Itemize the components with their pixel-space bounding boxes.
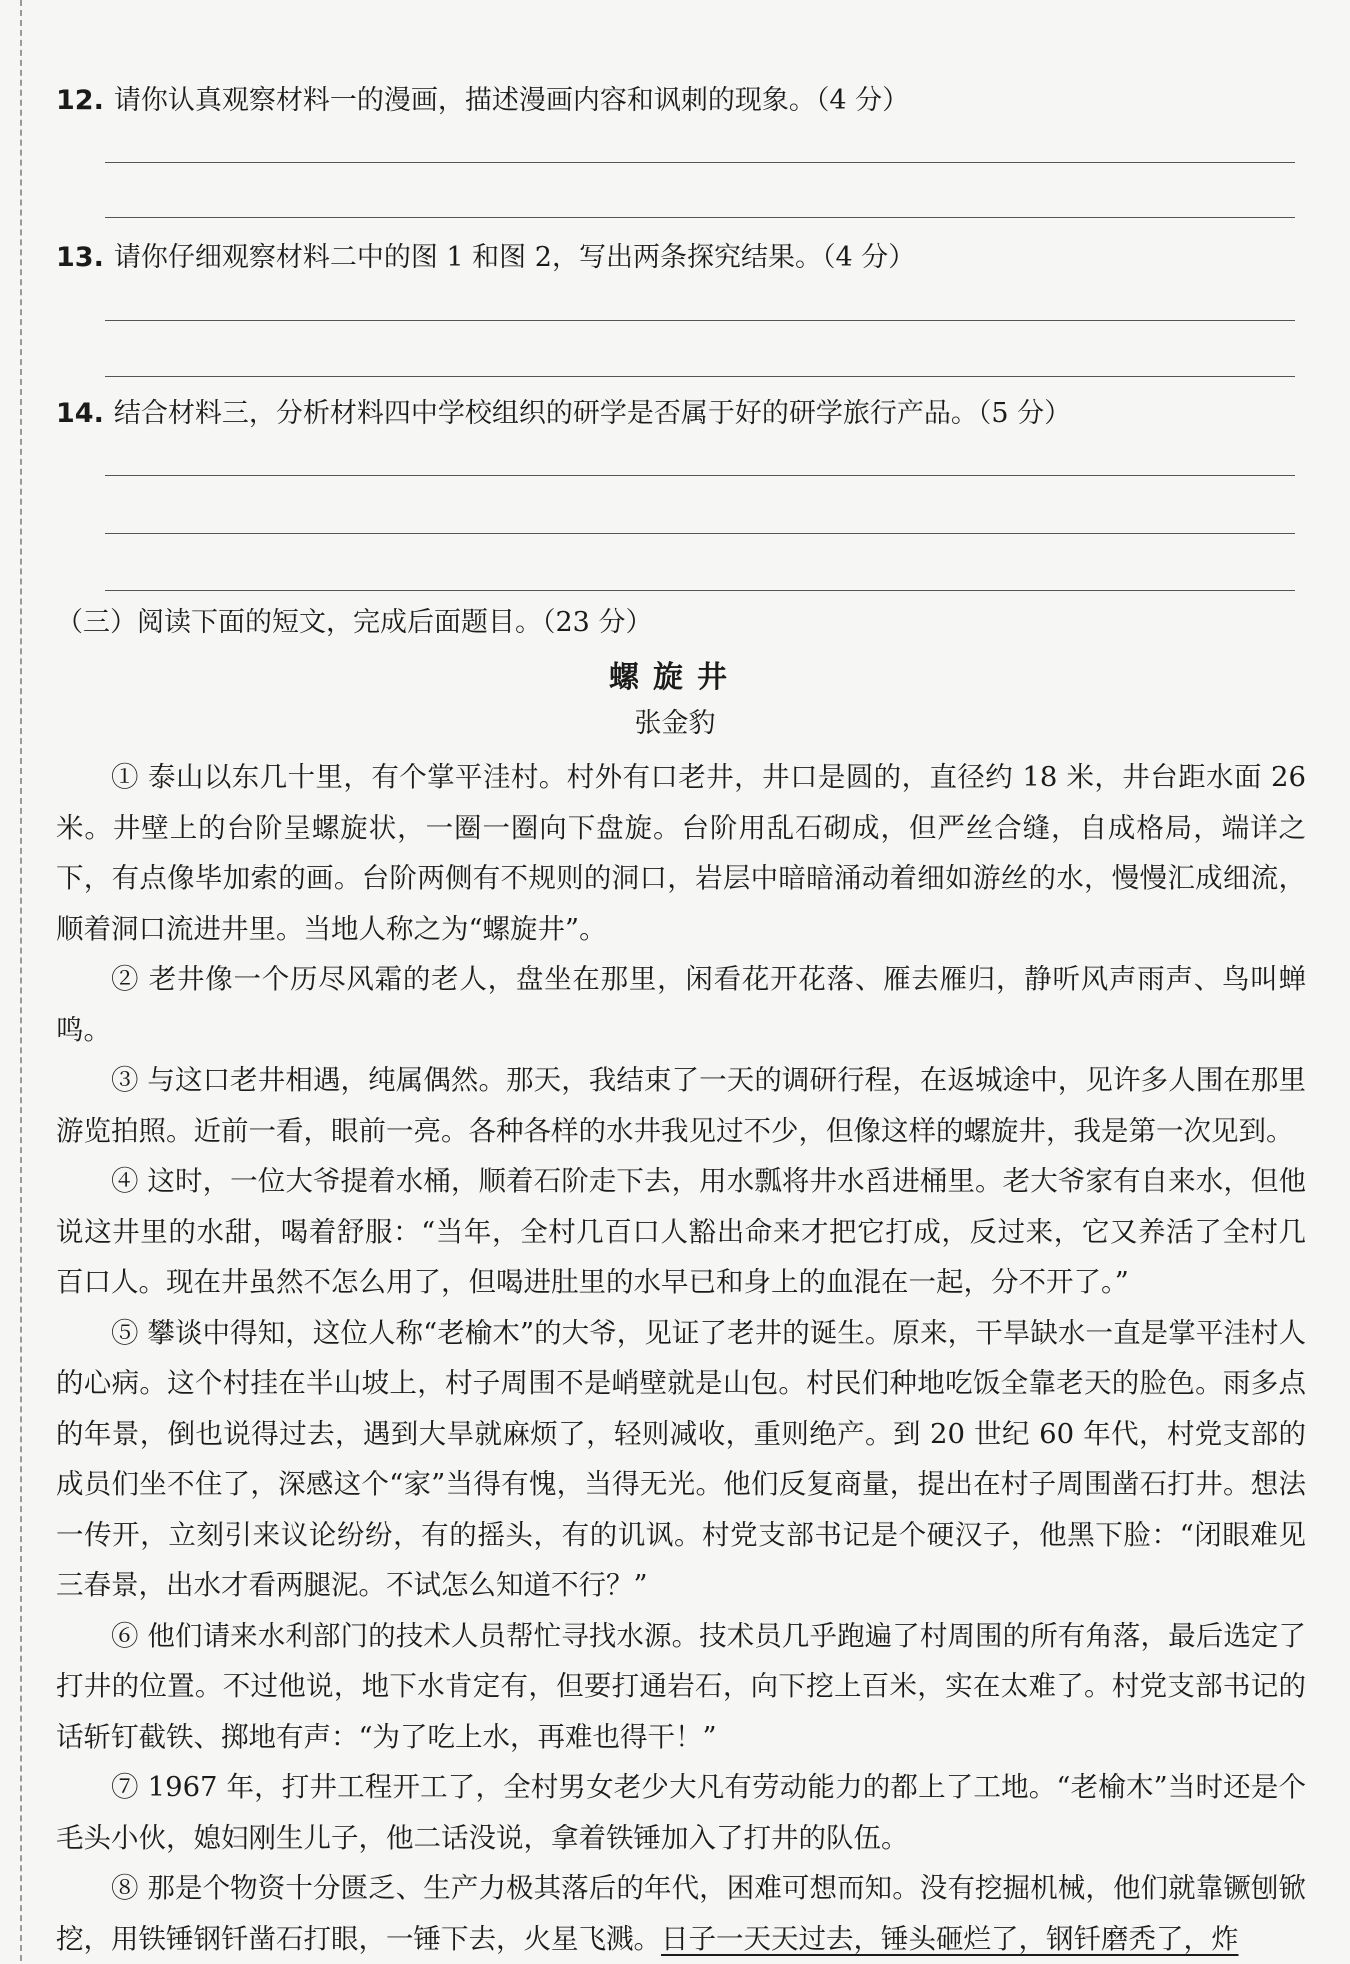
question-number: 12. bbox=[56, 85, 104, 116]
question-text: 结合材料三，分析材料四中学校组织的研学是否属于好的研学旅行产品。（5 分） bbox=[113, 398, 1072, 429]
paragraph-2: ② 老井像一个历尽风霜的老人，盘坐在那里，闲看花开花落、雁去雁归，静听风声雨声、鸟叫蝉鸣。 bbox=[56, 963, 1306, 1046]
question-text: 请你仔细观察材料二中的图 1 和图 2，写出两条探究结果。（4 分） bbox=[113, 242, 916, 273]
question-text: 请你认真观察材料一的漫画，描述漫画内容和讽刺的现象。（4 分） bbox=[113, 85, 910, 116]
question-number: 14. bbox=[56, 398, 104, 429]
answer-line[interactable] bbox=[105, 475, 1295, 476]
question-12 bbox=[56, 83, 909, 119]
answer-line[interactable] bbox=[105, 217, 1295, 218]
paragraph-6: ⑥ 他们请来水利部门的技术人员帮忙寻找水源。技术员几乎跑遍了村周围的所有角落，最后选定了打井的位置。不过他说，地下水肯定有，但要打通岩石，向下挖上百米，实在太难了。村党支部书记的话斩钉截铁、掷地有声：“为了吃上水，再难也得干！” bbox=[56, 1619, 1306, 1753]
answer-line[interactable] bbox=[105, 590, 1295, 591]
paragraph-3: ③ 与这口老井相遇，纯属偶然。那天，我结束了一天的调研行程，在返城途中，见许多人围在那里游览拍照。近前一看，眼前一亮。各种各样的水井我见过不少，但像这样的螺旋井，我是第一次见到。 bbox=[56, 1064, 1306, 1147]
paragraph-8-text: ⑧ 那是个物资十分匮乏、生产力极其落后的年代，困难可想而知。没有挖掘机械，他们就靠镢刨锨挖，用铁锤钢钎凿石打眼，一锤下去，火星飞溅。 bbox=[56, 1872, 1306, 1955]
paragraph-5: ⑤ 攀谈中得知，这位人称“老榆木”的大爷，见证了老井的诞生。原来，干旱缺水一直是掌平洼村人的心病。这个村挂在半山坡上，村子周围不是峭壁就是山包。村民们种地吃饭全靠老天的脸色。雨多点的年景，倒也说得过去，遇到大旱就麻烦了，轻则减收，重则绝产。到 20 世纪 60 年代，村党支部的成员们坐不住了，深感这个“家”当得有愧，当得无光。他们反复商量，提出在村子周围凿石打井。想法一传开，立刻引来议论纷纷，有的摇头，有的讥讽。村党支部书记是个硬汉子，他黑下脸：“闭眼难见三春景，出水才看两腿泥。不试怎么知道不行？” bbox=[56, 1316, 1306, 1601]
binding-dashed-line bbox=[20, 0, 22, 1961]
answer-line[interactable] bbox=[105, 533, 1295, 534]
paragraph-1: ① 泰山以东几十里，有个掌平洼村。村外有口老井，井口是圆的，直径约 18 米，井台距水面 26 米。井壁上的台阶呈螺旋状，一圈一圈向下盘旋。台阶用乱石砌成，但严丝合缝，自成格局，端详之下，有点像毕加索的画。台阶两侧有不规则的洞口，岩层中暗暗涌动着细如游丝的水，慢慢汇成细流，顺着洞口流进井里。当地人称之为“螺旋井”。 bbox=[56, 761, 1306, 945]
question-number: 13. bbox=[56, 242, 104, 273]
paragraph-7: ⑦ 1967 年，打井工程开工了，全村男女老少大凡有劳动能力的都上了工地。“老榆木”当时还是个毛头小伙，媳妇刚生儿子，他二话没说，拿着铁锤加入了打井的队伍。 bbox=[56, 1771, 1306, 1854]
paragraph-4: ④ 这时，一位大爷提着水桶，顺着石阶走下去，用水瓢将井水舀进桶里。老大爷家有自来水，但他说这井里的水甜，喝着舒服：“当年，全村几百口人豁出命来才把它打成，反过来，它又养活了全村几百口人。现在井虽然不怎么用了，但喝进肚里的水早已和身上的血混在一起，分不开了。” bbox=[56, 1165, 1306, 1298]
section-heading: （三）阅读下面的短文，完成后面题目。（23 分） bbox=[56, 607, 653, 638]
question-14 bbox=[56, 396, 1071, 432]
answer-line[interactable] bbox=[105, 320, 1295, 321]
underlined-sentence: 日子一天天过去，锤头砸烂了，钢钎磨秃了，炸 bbox=[661, 1922, 1239, 1955]
article-author: 张金豹 bbox=[634, 708, 716, 739]
answer-line[interactable] bbox=[105, 162, 1295, 163]
question-13 bbox=[56, 240, 915, 276]
answer-line[interactable] bbox=[105, 376, 1295, 377]
article-title: 螺旋井 bbox=[609, 660, 741, 695]
paragraph-8 bbox=[56, 1863, 1306, 1964]
article-body bbox=[56, 752, 1306, 1964]
